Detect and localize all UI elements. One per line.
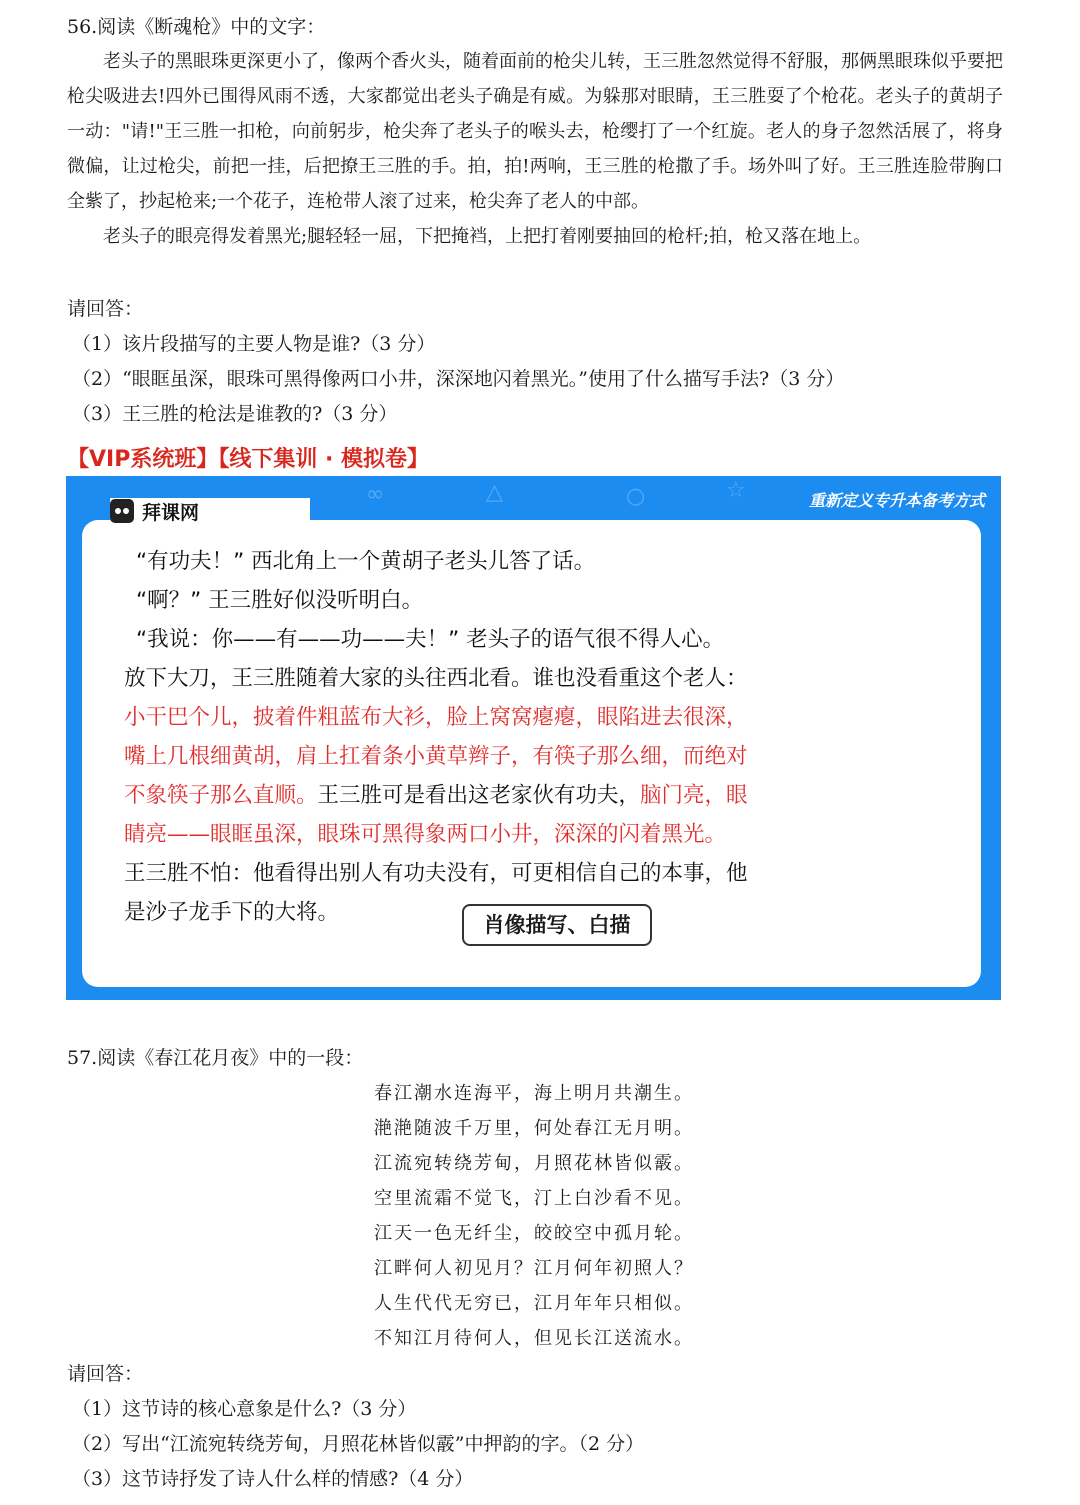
poem-line-6: 江畔何人初见月？江月何年初照人？ <box>374 1258 694 1279</box>
q57-title: 57.阅读《春江花月夜》中的一段： <box>67 1047 364 1069</box>
poem-line-4: 空里流霜不觉飞，汀上白沙看不见。 <box>374 1188 694 1209</box>
slide-line-9: 王三胜不怕：他看得出别人有功夫没有，可更相信自己的本事，他 <box>124 861 748 886</box>
slide-line-7-red-start: 不象筷子那么直顺。 <box>124 783 318 808</box>
poem-line-2: 滟滟随波千万里，何处春江无月明。 <box>374 1118 694 1139</box>
poem-line-1: 春江潮水连海平，海上明月共潮生。 <box>374 1083 694 1104</box>
slide-line-1: “有功夫！” 西北角上一个黄胡子老头儿答了话。 <box>136 549 596 574</box>
lecture-slide: ∞ △ ○ ☆ 重新定义专升本备考方式 拜课网 “有功夫！” 西北角上一个黄胡子老头儿答了话。 “啊？” 王三胜好似没听明白。 “我说：你——有——功——夫！” 老头子的语气很不得人心。 放下大刀，王三胜随着大家的头往西北看。谁也没看重这个老人： 小干巴个儿，披着件粗蓝布大衫，脸上窝窝瘪瘪，眼陷进去很深， 嘴上几根细黄胡，肩上扛着条小黄草辫子，有筷子那么细，而绝对 不象筷子那么直顺。王三胜可是看出这老家伙有功夫，脑门亮，眼 睛亮——眼眶虽深，眼珠可黑得象两口小井，深深的闪着黑光。 王三胜不怕：他看得出别人有功夫没有，可更相信自己的本事，他 是沙子龙手下的大将。 肖像描写、白描 <box>66 476 1001 1000</box>
q56-paragraph-1: 老头子的黑眼珠更深更小了，像两个香火头，随着面前的枪尖儿转，王三胜忽然觉得不舒服，那俩黑眼珠似乎要把枪尖吸进去!四外已围得风雨不透，大家都觉出老头子确是有威。为躲那对眼睛，王三胜耍了个枪花。老头子的黄胡子一动："请!"王三胜一扣枪，向前躬步，枪尖奔了老头子的喉头去，枪缨打了一个红旋。老人的身子忽然活展了，将身微偏，让过枪尖，前把一挂，后把撩王三胜的手。拍，拍!两响，王三胜的枪撒了手。场外叫了好。王三胜连脸带胸口全紫了，抄起枪来;一个花子，连枪带人滚了过来，枪尖奔了老人的中部。 <box>67 51 1003 212</box>
poem-line-7: 人生代代无穷已，江月年年只相似。 <box>374 1293 694 1314</box>
poem-line-8: 不知江月待何人，但见长江送流水。 <box>374 1328 694 1349</box>
poem-line-5: 江天一色无纤尘，皎皎空中孤月轮。 <box>374 1223 694 1244</box>
vip-label: 【VIP系统班】【线下集训 · 模拟卷】 <box>67 447 430 472</box>
q56-paragraph-2: 老头子的眼亮得发着黑光;腿轻轻一屈，下把掩裆，上把打着刚要抽回的枪杆;拍，枪又落在地上。 <box>103 226 872 247</box>
slide-line-7-black: 王三胜可是看出这老家伙有功夫， <box>317 783 641 808</box>
slide-line-7-red-end: 脑门亮，眼 <box>640 783 748 808</box>
q56-title: 56.阅读《断魂枪》中的文字： <box>67 16 326 38</box>
q57-prompt: 请回答： <box>67 1363 144 1385</box>
q57-question-2: （2）写出“江流宛转绕芳甸，月照花林皆似霰”中押韵的字。（2 分） <box>72 1433 645 1455</box>
slide-line-4: 放下大刀，王三胜随着大家的头往西北看。谁也没看重这个老人： <box>124 666 748 691</box>
brand-logo <box>110 498 310 526</box>
slide-line-5: 小干巴个儿，披着件粗蓝布大衫，脸上窝窝瘪瘪，眼陷进去很深， <box>124 705 748 730</box>
slide-slogan: 重新定义专升本备考方式 <box>808 491 985 510</box>
slide-content-card <box>82 502 981 987</box>
slide-line-3: “我说：你——有——功——夫！” 老头子的语气很不得人心。 <box>136 627 725 652</box>
slide-answer-tag: 肖像描写、白描 <box>462 904 652 946</box>
brand-logo-icon <box>110 499 134 523</box>
slide-line-2: “啊？” 王三胜好似没听明白。 <box>136 588 424 613</box>
slide-line-8: 睛亮——眼眶虽深，眼珠可黑得象两口小井，深深的闪着黑光。 <box>124 822 727 847</box>
q57-question-3: （3）这节诗抒发了诗人什么样的情感?（4 分） <box>72 1468 474 1490</box>
q56-question-2: （2）“眼眶虽深，眼珠可黑得像两口小井，深深地闪着黑光。”使用了什么描写手法?（3 分） <box>72 368 845 390</box>
brand-logo-text: 拜课网 <box>142 502 200 524</box>
q57-question-1: （1）这节诗的核心意象是什么?（3 分） <box>72 1398 417 1420</box>
slide-line-6: 嘴上几根细黄胡，肩上扛着条小黄草辫子，有筷子那么细，而绝对 <box>124 744 748 769</box>
q56-question-1: （1）该片段描写的主要人物是谁?（3 分） <box>72 333 436 355</box>
q56-passage <box>67 44 1003 254</box>
q56-question-3: （3）王三胜的枪法是谁教的?（3 分） <box>72 403 398 425</box>
slide-line-10: 是沙子龙手下的大将。 <box>124 900 340 925</box>
slide-line-7 <box>124 778 748 809</box>
q56-prompt: 请回答： <box>67 298 144 320</box>
poem-line-3: 江流宛转绕芳甸，月照花林皆似霰。 <box>374 1153 694 1174</box>
